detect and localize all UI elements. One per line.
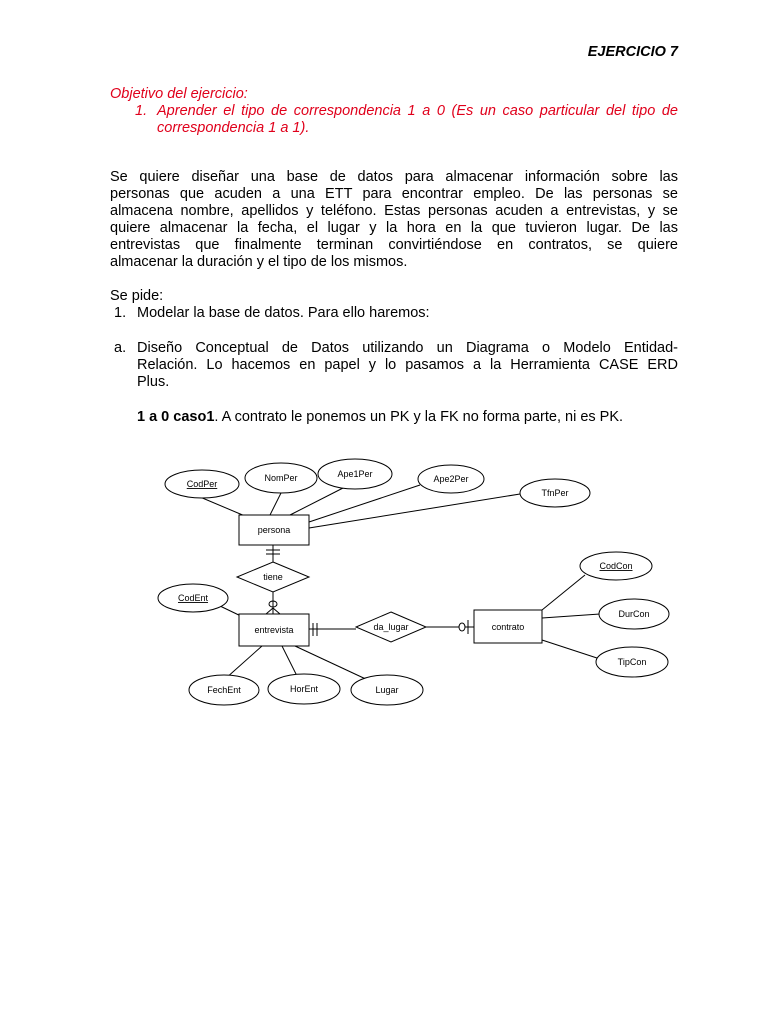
attribute-tfnper: TfnPer (541, 488, 569, 498)
task-item-text: Modelar la base de datos. Para ello haremos: (137, 305, 430, 321)
connector-line (200, 497, 245, 516)
statement-line: quiere almacenar la fecha, el lugar y la hora en la que tuvieron lugar. De las (110, 220, 678, 236)
connector-line (225, 646, 262, 679)
crow-foot (266, 608, 273, 614)
statement-line: almacena nombre, apellidos y teléfono. Estas personas acuden a entrevistas, y se (110, 203, 678, 219)
attribute-codcon: CodCon (599, 561, 633, 571)
attribute-nomper: NomPer (264, 473, 298, 483)
connector-line (542, 614, 600, 618)
connector-line (542, 640, 600, 659)
crow-foot (273, 608, 280, 614)
entity-contrato-label: contrato (491, 622, 525, 632)
subtask-letter: a. (114, 340, 127, 356)
attribute-horent: HorEnt (289, 684, 319, 694)
objective-item-line-1: Aprender el tipo de correspondencia 1 a 0 (Es un caso particular del tipo de (157, 103, 678, 119)
tasks-heading: Se pide: (110, 288, 164, 304)
connector-line (542, 575, 585, 610)
attribute-fechent: FechEnt (207, 685, 241, 695)
attribute-codper: CodPer (186, 479, 218, 489)
subtask-line: Relación. Lo hacemos en papel y lo pasamos a la Herramienta CASE ERD (137, 357, 678, 373)
statement-line: almacenar la duración y el tipo de los mismos. (110, 254, 408, 270)
connector-line (282, 646, 298, 678)
statement-line: Se quiere diseñar una base de datos para almacenar información sobre las (110, 169, 678, 185)
attribute-lugar: Lugar (375, 685, 399, 695)
objective-item-number: 1. (135, 103, 148, 119)
subtask-line: Plus. (137, 374, 170, 390)
relationship-tiene-label: tiene (263, 572, 283, 582)
objective-item-line-2: correspondencia 1 a 1). (157, 120, 310, 136)
case-label: 1 a 0 caso1 (137, 409, 215, 425)
attribute-codent: CodEnt (177, 593, 209, 603)
attribute-ape1per: Ape1Per (337, 469, 373, 479)
objective-heading: Objetivo del ejercicio: (110, 86, 248, 102)
task-item-number: 1. (114, 305, 127, 321)
optional-circle (459, 623, 465, 631)
exercise-title: EJERCICIO 7 (587, 44, 678, 60)
connector-line (309, 485, 420, 522)
entity-persona-label: persona (257, 525, 291, 535)
connector-line (270, 493, 281, 515)
statement-line: entrevistas que finalmente terminan convirtiéndose en contratos, se quiere (110, 237, 678, 253)
attribute-ape2per: Ape2Per (433, 474, 469, 484)
statement-line: personas que acuden a una ETT para encontrar empleo. De las personas se (110, 186, 678, 202)
attribute-tipcon: TipCon (617, 657, 647, 667)
relationship-da-lugar-label: da_lugar (373, 622, 409, 632)
entity-entrevista-label: entrevista (254, 625, 294, 635)
attribute-durcon: DurCon (618, 609, 650, 619)
case-text: . A contrato le ponemos un PK y la FK no forma parte, ni es PK. (214, 409, 624, 425)
subtask-line: Diseño Conceptual de Datos utilizando un Diagrama o Modelo Entidad- (137, 340, 678, 356)
